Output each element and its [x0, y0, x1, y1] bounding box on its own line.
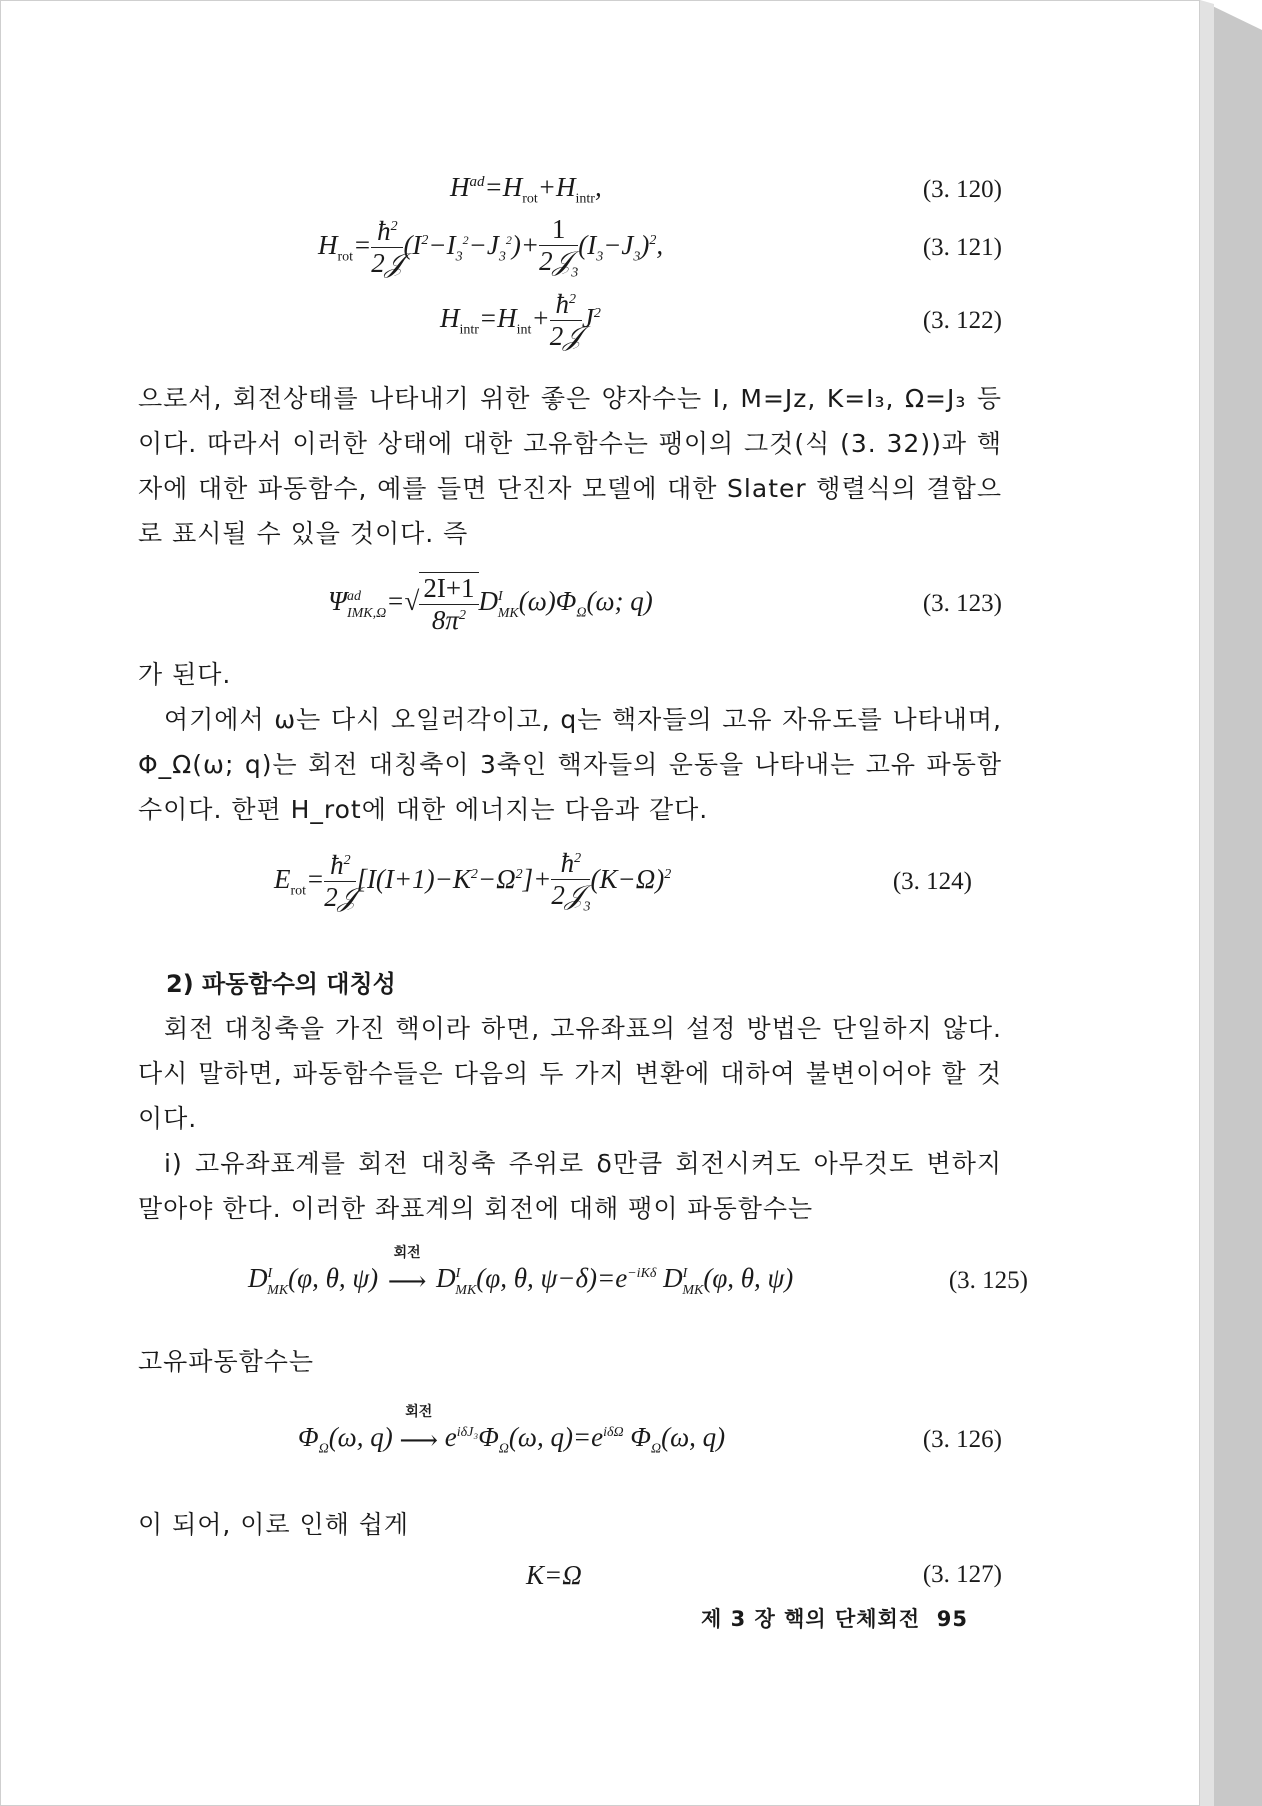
page-content	[138, 168, 1028, 1647]
page-edge-shadow	[1200, 0, 1262, 1806]
equation-formula: K=Ω	[526, 1559, 582, 1590]
equation-formula: $H_{intr}=H_{int}+$ $ħ^2$ 2𝒥 $J^2$	[440, 289, 601, 351]
equation-formula: $\Psi^{ad}_{IMK,\Omega}=√$ $\frac{2I+1}{8\pi^2}$ $D^I_{MK}(\omega)\Phi_\Omega(\omega$; q)	[328, 573, 653, 635]
paragraph: i) 고유좌표계를 회전 대칭축 주위로 δ만큼 회전시켜도 아무것도 변하지 말아야 한다. 이러한 좌표계의 회전에 대해 팽이 파동함수는	[138, 1149, 1002, 1223]
paragraph: 고유파동함수는	[138, 1347, 315, 1376]
equation-formula: $E_{rot}=$ $ħ^2$ 2𝒥 $[I(I+1)-K^2-\Omega^2]+$ $ħ^2$ 2𝒥$_3$ $(K-\Omega)^2$	[274, 848, 672, 915]
page-footer	[138, 1603, 1002, 1647]
equation-number: (3. 121)	[922, 234, 1002, 261]
equation-number: (3. 126)	[922, 1426, 1002, 1453]
equation-number: (3. 125)	[948, 1267, 1028, 1294]
footer-chapter	[701, 1603, 968, 1633]
paragraph: 으로서, 회전상태를 나타내기 위한 좋은 양자수는 I, M=Jz, K=I₃, Ω=J₃ 등이다. 따라서 이러한 상태에 대한 고유함수는 팽이의 그것(식 (3. 32))과 핵자에 대한 파동함수, 예를 들면 단진자 모델에 대한 Slater 행렬식의 결합으로 표시될 수 있을 것이다. 즉	[138, 384, 1002, 548]
equation-formula: $\Phi_\Omega(\omega$, q) 회전 ⟶ $e^{i\delta J_3}\Phi_\Omega(\omega$, $q)=e^{i\delta\Omega}$ $\Phi_\Omega(\omega$, q)	[298, 1403, 726, 1457]
equation-formula: $D^I_{MK}(\varphi$, θ, ψ) 회전 ⟶ $D^I_{MK}(\varphi$, θ, $\psi-\delta)=e^{-iK\delta}$ $D^I_{MK}(\varphi$, θ, ψ)	[248, 1244, 794, 1298]
equation-3-126	[138, 1384, 1002, 1496]
paragraph: 이 되어, 이로 인해 쉽게	[138, 1510, 410, 1539]
equation-number: (3. 122)	[922, 307, 1002, 334]
footer-chapter-title: 제 3 장 핵의 단체회전	[700, 1607, 921, 1631]
equation-formula: $H_{rot}=$ $ħ^2$ 2𝒥 $(I^2-I_3^2-J_3^2)+$ 1 2𝒥$_3$ $(I_3-J_3)^2$,	[318, 214, 664, 281]
equation-3-122	[138, 284, 1002, 358]
equation-number: (3. 124)	[892, 868, 972, 895]
equation-3-120	[138, 168, 1002, 212]
equation-3-121	[138, 212, 1002, 284]
equation-3-123	[138, 556, 1002, 652]
paragraph: 가 된다.	[138, 660, 232, 689]
equation-3-125	[138, 1231, 1028, 1331]
paragraph: 회전 대칭축을 가진 핵이라 하면, 고유좌표의 설정 방법은 단일하지 않다. 다시 말하면, 파동함수들은 다음의 두 가지 변환에 대하여 불변이어야 할 것이다.	[138, 1014, 1002, 1133]
equation-number: (3. 127)	[922, 1561, 1002, 1588]
equation-number: (3. 120)	[922, 176, 1002, 203]
equation-3-127	[138, 1547, 1002, 1603]
paragraph: 여기에서 ω는 다시 오일러각이고, q는 핵자들의 고유 자유도를 나타내며, Φ_Ω(ω; q)는 회전 대칭축이 3축인 핵자들의 운동을 나타내는 고유 파동함수이다. 한편 H_rot에 대한 에너지는 다음과 같다.	[138, 705, 1002, 824]
section-title: 2) 파동함수의 대칭성	[166, 970, 396, 998]
equation-number: (3. 123)	[922, 590, 1002, 617]
footer-page-number: 95	[936, 1607, 968, 1631]
equation-formula: $H^{ad}=H_{rot}+H_{intr}$,	[450, 172, 602, 207]
equation-3-124	[138, 832, 1002, 932]
